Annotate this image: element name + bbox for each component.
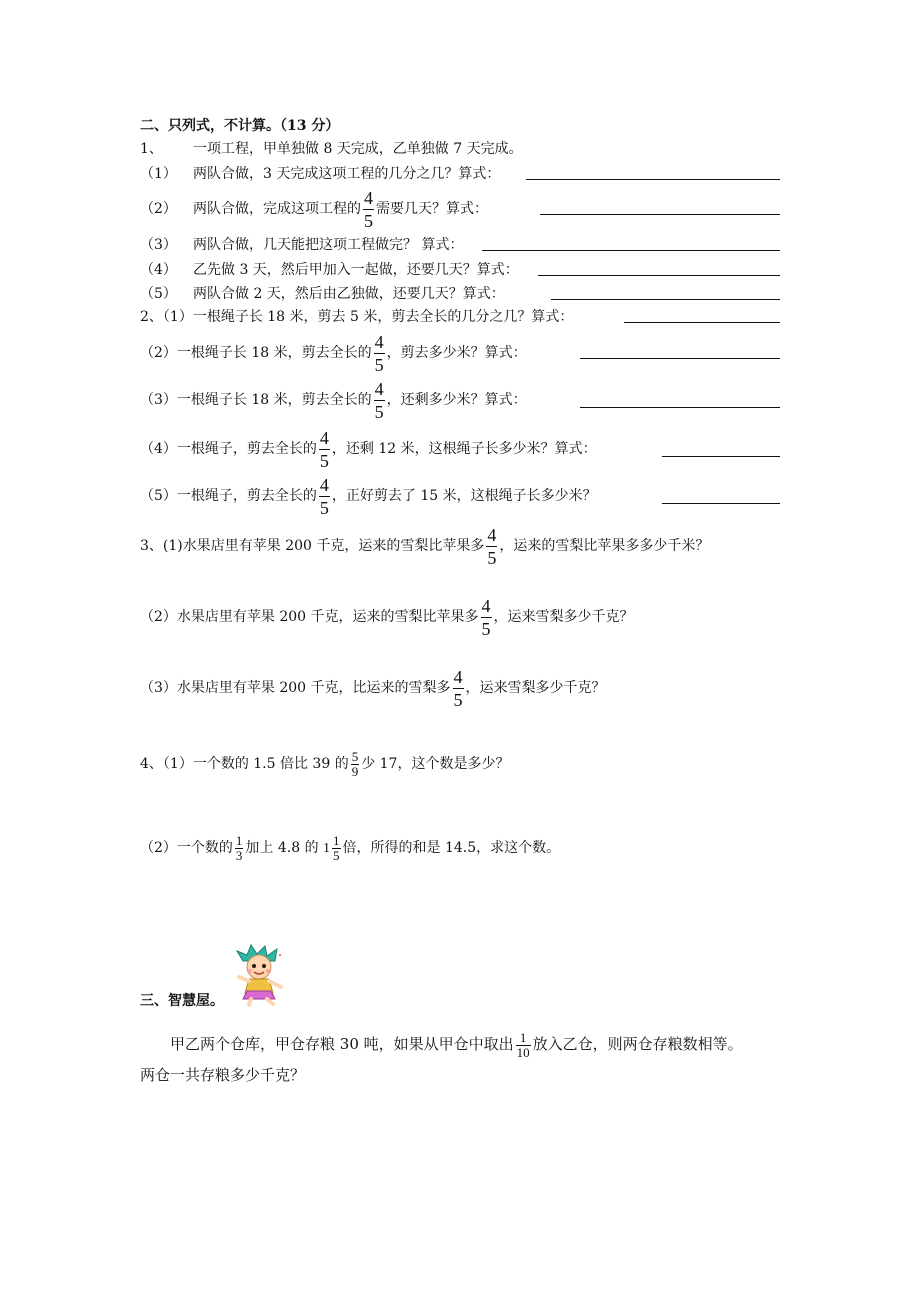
fraction-four-fifths: $\frac{4}{5}$ (487, 524, 497, 568)
q1-p4-text: 乙先做 3 天，然后甲加入一起做，还要几天？算式： (193, 262, 519, 278)
q1-p5-answer-blank[interactable] (551, 299, 780, 300)
section-3-paragraph-cont: 两仓一共存粮多少千克？ (140, 1066, 306, 1084)
q1-p1-text: 两队合做，3 天完成这项工程的几分之几？算式： (193, 166, 501, 182)
fraction-four-fifths: $\frac{4}{5}$ (364, 187, 373, 231)
fraction-five-ninths: $\frac{5}{9}$ (351, 748, 359, 779)
q3-p2-text: （2）水果店里有苹果 200 千克，运来的雪梨比苹果多 $\frac{4}{5}$ ，运来雪梨多少千克？ (140, 595, 634, 639)
q4-p2-text: （2）一个数的 $\frac{1}{3}$ 加上 4.8 的 1 $\frac{1}{5}$ 倍，所得的和是 14.5，求这个数。 (140, 832, 561, 863)
q1-p2-text: 两队合做，完成这项工程的 $\frac{4}{5}$ 需要几天？算式： (193, 187, 488, 231)
fraction-one-fifth: $\frac{1}{5}$ (333, 832, 340, 863)
q1-p3-number: （3） (140, 237, 177, 253)
q1-p5-text: 两队合做 2 天，然后由乙独做，还要几天？算式： (193, 286, 505, 302)
section-2-title: 二、只列式，不计算。（13 分） (140, 118, 340, 134)
q2-p5-answer-blank[interactable] (662, 503, 780, 504)
fraction-one-tenth: $\frac{1}{10}$ (516, 1029, 530, 1060)
fraction-four-fifths: $\frac{4}{5}$ (453, 666, 463, 710)
q2-p2-answer-blank[interactable] (580, 358, 780, 359)
q1-p2-answer-blank[interactable] (540, 214, 780, 215)
fraction-one-third: $\frac{1}{3}$ (235, 832, 243, 863)
q3-p1-text: 3、(1)水果店里有苹果 200 千克，运来的雪梨比苹果多 $\frac{4}{5}$ ，运来的雪梨比苹果多多少千米？ (140, 524, 710, 568)
q2-p1-answer-blank[interactable] (624, 322, 780, 323)
q1-p1-number: （1） (140, 166, 177, 182)
q2-p3-answer-blank[interactable] (580, 407, 780, 408)
q1-p3-text: 两队合做，几天能把这项工程做完？ 算式： (193, 237, 464, 253)
q1-p4-number: （4） (140, 262, 177, 278)
q2-p1-text: 2、（1）一根绳子长 18 米，剪去 5 米，剪去全长的几分之几？算式： (140, 309, 574, 325)
q3-p3-text: （3）水果店里有苹果 200 千克，比运来的雪梨多 $\frac{4}{5}$ ，运来雪梨多少千克？ (140, 666, 606, 710)
q1-p5-number: （5） (140, 286, 177, 302)
fraction-four-fifths: $\frac{4}{5}$ (481, 595, 491, 639)
q1-stem: 一项工程，甲单独做 8 天完成，乙单独做 7 天完成。 (193, 141, 523, 157)
fraction-four-fifths: $\frac{4}{5}$ (374, 378, 384, 422)
section-3-paragraph: 甲乙两个仓库，甲仓存粮 30 吨，如果从甲仓中取出 $\frac{1}{10}$ 放入乙仓，则两仓存粮数相等。 (170, 1029, 743, 1060)
q4-p1-text: 4、（1）一个数的 1.5 倍比 39 的 $\frac{5}{9}$ 少 17，这个数是多少？ (140, 748, 510, 779)
fraction-four-fifths: $\frac{4}{5}$ (374, 331, 384, 375)
q2-p3-text: （3）一根绳子长 18 米，剪去全长的 $\frac{4}{5}$ ，还剩多少米？算式： (140, 378, 527, 422)
section-3-title: 三、智慧屋。 (140, 993, 224, 1009)
q1-p1-answer-blank[interactable] (526, 179, 780, 180)
q1-p3-answer-blank[interactable] (482, 250, 780, 251)
q2-p2-text: （2）一根绳子长 18 米，剪去全长的 $\frac{4}{5}$ ，剪去多少米？算式： (140, 331, 527, 375)
mixed-number-whole: 1 (323, 841, 331, 856)
q1-number: 1、 (140, 141, 163, 157)
q2-p4-answer-blank[interactable] (662, 456, 780, 457)
cartoon-child-icon (233, 943, 289, 1007)
q2-p4-text: （4）一根绳子，剪去全长的 $\frac{4}{5}$ ，还剩 12 米，这根绳子长多少米？算式： (140, 427, 597, 471)
q1-p4-answer-blank[interactable] (538, 275, 780, 276)
q1-p2-number: （2） (140, 201, 177, 217)
fraction-four-fifths: $\frac{4}{5}$ (319, 474, 329, 518)
fraction-four-fifths: $\frac{4}{5}$ (319, 427, 329, 471)
q2-p5-text: （5）一根绳子，剪去全长的 $\frac{4}{5}$ ，正好剪去了 15 米，这根绳子长多少米？ (140, 474, 597, 518)
